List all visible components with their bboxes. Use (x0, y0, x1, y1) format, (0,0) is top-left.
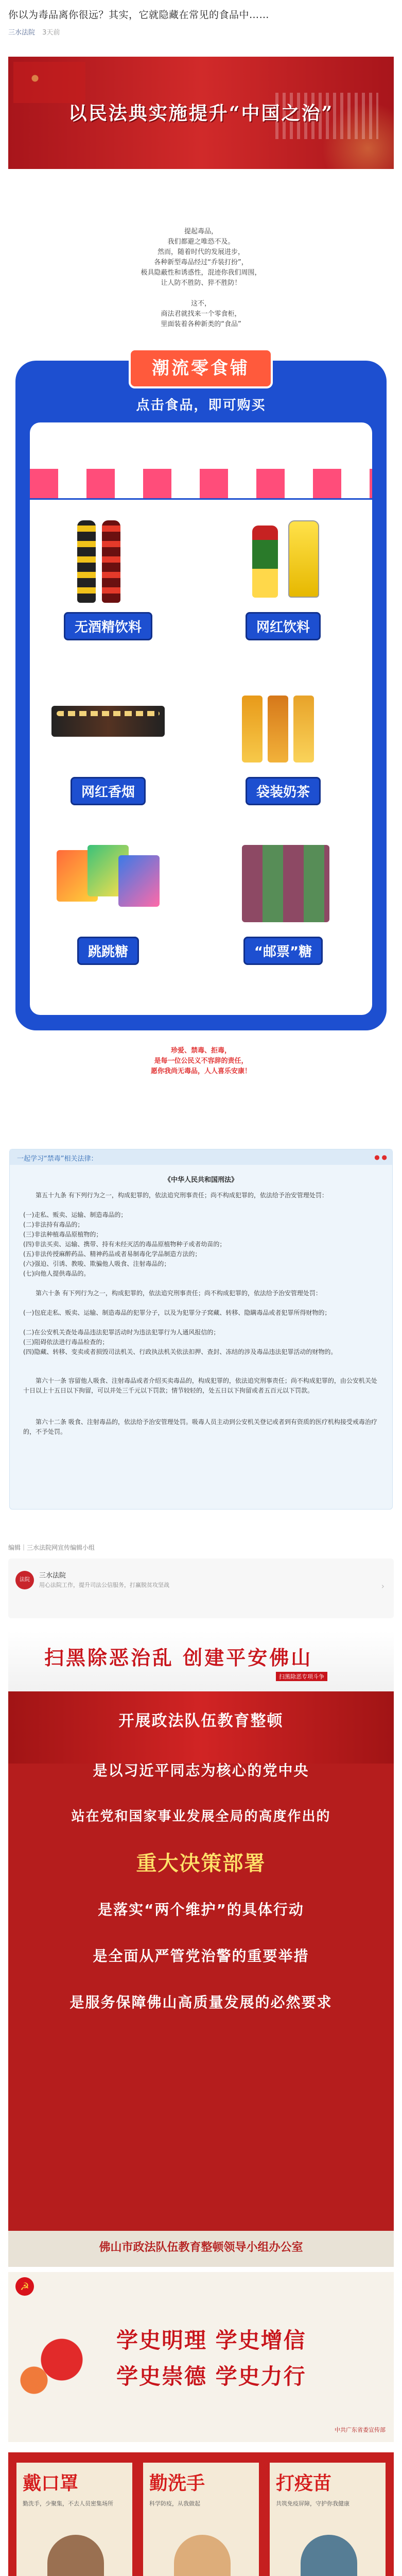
flower-decoration (15, 2308, 108, 2411)
intro-line: 然而，随着时代的发展进步， (157, 248, 244, 256)
poster-panel (16, 2463, 132, 2576)
intro-line: 我们都避之唯恐不及。 (167, 238, 235, 246)
shop-subtitle: 点击食品，即可购买 (136, 398, 266, 413)
cigarette-image (46, 680, 170, 773)
panel-title: 打疫苗 (276, 2472, 332, 2494)
intro-line: 商法君就找来一个零食柜， (161, 310, 241, 318)
law-paragraph: 第五十九条 有下列行为之一，构成犯罪的，依法追究刑事责任；尚不构成犯罪的，依法给予治安管理处罚： (36, 1192, 328, 1199)
item-label: 网红饮料 (246, 612, 321, 640)
banner-text: 以民法典实施提升“中国之治” (68, 103, 334, 124)
snack-shop-frame (15, 358, 387, 1030)
chevron-right-icon: › (381, 1581, 384, 1591)
shop-title: 潮流零食铺 (129, 348, 273, 388)
item-label: 袋装奶茶 (246, 777, 321, 805)
law-paragraph: (四)隐藏、转移、变卖或者损毁司法机关、行政执法机关依法扣押、查封、冻结的涉及毒品违法犯罪活动的财物的。 (23, 1348, 337, 1355)
panel-desc: 共筑免疫屏障，守护你我健康 (276, 2500, 349, 2507)
decoration-dots: ● ● (374, 1154, 387, 1161)
item-label: 网红香烟 (71, 777, 146, 805)
poster-slogan: 学史崇德 学史力行 (116, 2364, 306, 2389)
account-name[interactable]: 三水法院 (8, 29, 36, 37)
law-paragraph: (一)走私、贩卖、运输、制造毒品的； (23, 1211, 127, 1218)
intro-line: 提起毒品， (184, 228, 218, 235)
article-title: 你以为毒品离你很远？其实，它就隐藏在常见的食品中…… (8, 9, 270, 21)
intro-line: 这不， (190, 300, 211, 308)
milk-tea-image (221, 680, 345, 773)
party-history-poster (8, 2272, 394, 2442)
epidemic-poster (8, 2452, 394, 2576)
poster-panel (143, 2463, 259, 2576)
poster-org: 中共广东省委宣传部 (335, 2427, 386, 2433)
popping-candy-image (46, 840, 170, 933)
law-paragraph: (三)非法种植毒品原植物的； (23, 1231, 102, 1238)
poster-line: 是服务保障佛山高质量发展的必然要求 (69, 1994, 333, 2011)
drink-bottle-image (221, 515, 345, 608)
drink-bottles-image (46, 515, 170, 608)
closing-line: 是每一位公民义不容辞的责任， (154, 1057, 248, 1065)
flag-decoration (13, 62, 85, 103)
poster-line: 站在党和国家事业发展全局的高度作出的 (71, 1809, 331, 1824)
law-paragraph: 第六十条 有下列行为之一，构成犯罪的，依法追究刑事责任；尚不构成犯罪的，依法给予治安管理处罚： (36, 1290, 322, 1297)
poster-org: 佛山市政法队伍教育整顿领导小组办公室 (99, 2241, 303, 2254)
panel-desc: 科学防疫，从我做起 (149, 2500, 200, 2507)
shop-item-internet-drink[interactable] (221, 515, 345, 640)
poster-slogan: 学史明理 学史增信 (116, 2328, 306, 2353)
panel-title: 戴口罩 (23, 2472, 79, 2494)
law-paragraph: (二)在公安机关查处毒品违法犯罪活动时为违法犯罪行为人通风报信的； (23, 1329, 220, 1336)
shop-item-popping-candy[interactable] (46, 840, 170, 965)
poster-line: 是以习近平同志为核心的党中央 (93, 1762, 309, 1779)
law-header: 一起学习“禁毒”相关法律： (10, 1149, 392, 1165)
poster-highlight: 重大决策部署 (136, 1852, 266, 1875)
law-title: 《中华人民共和国刑法》 (164, 1176, 238, 1184)
shop-item-milk-tea[interactable] (221, 680, 345, 805)
law-paragraph: (四)非法买卖、运输、携带、持有未经灭活的毒品原植物种子或者幼苗的； (23, 1241, 226, 1248)
shop-awning (30, 469, 372, 500)
account-card-name: 三水法院 (39, 1572, 66, 1580)
intro-line: 极具隐蔽性和诱惑性，混迹你我们周围， (141, 269, 261, 277)
law-paragraph: 第六十一条 容留他人吸食、注射毒品或者介绍买卖毒品的，构成犯罪的，依法追究刑事责任；尚不构成犯罪的，由公安机关处十日以上十五日以下拘留，可以并处三千元以下罚款；情节较轻的，处五日以下拘留或者五百元以下罚款。 (23, 1377, 377, 1394)
law-paragraph: (五)非法传授麻醉药品、精神药品或者易制毒化学品制造方法的； (23, 1250, 201, 1258)
shop-item-internet-cigarette[interactable] (46, 680, 170, 805)
poster-line: 是全面从严管党治警的重要举措 (93, 1947, 309, 1964)
law-paragraph: (七)向他人提供毒品的。 (23, 1270, 90, 1277)
poster-top-slogan: 扫黑除恶治乱 创建平安佛山 (44, 1646, 313, 1669)
article-meta (8, 27, 60, 37)
item-label: 无酒精饮料 (64, 612, 152, 640)
stamp-candy-image (221, 840, 345, 933)
law-paragraph: (三)阻碍依法进行毒品检查的； (23, 1338, 109, 1346)
closing-line: 愿你我尚无毒品，人人喜乐安康！ (150, 1067, 251, 1075)
banner-image (8, 57, 394, 169)
law-section (9, 1149, 393, 1510)
intro-emphasis: 让人防不胜防、猝不胜防！ (161, 279, 241, 287)
poster-line: 是落实“两个维护”的具体行动 (98, 1901, 304, 1918)
law-paragraph: (二)非法持有毒品的； (23, 1221, 84, 1228)
panel-title: 勤洗手 (149, 2472, 205, 2494)
item-label: “邮票”糖 (243, 937, 323, 965)
law-paragraph: (一)包庇走私、贩卖、运输、制造毒品的犯罪分子，以及为犯罪分子窝藏、转移、隐瞒毒品或者犯罪所得财物的； (23, 1309, 331, 1316)
account-card-desc: 用心法院工作，提升司法公信服务，打赢脱贫攻坚战 (39, 1582, 169, 1588)
poster-panel (270, 2463, 386, 2576)
panel-desc: 勤洗手，少聚集，不去人员密集场所 (23, 2500, 113, 2507)
person-figure (47, 2535, 104, 2576)
shop-item-stamp-candy[interactable] (221, 840, 345, 965)
law-paragraph: (六)强迫、引诱、教唆、欺骗他人吸食、注射毒品的； (23, 1260, 170, 1267)
hands-figure (174, 2535, 231, 2576)
party-emblem-icon: ☭ (15, 2277, 34, 2296)
intro-line: 各种新型毒品经过“乔装打扮”， (154, 259, 248, 266)
editor-credit: 编辑｜三水法院网宣传编辑小组 (8, 1544, 95, 1551)
item-label: 跳跳糖 (77, 937, 139, 965)
intro-line: 里面装着各种新类的“食品” (161, 320, 241, 328)
poster-badge: 扫黑除恶专项斗争 (276, 1672, 327, 1681)
publish-time: 3天前 (42, 29, 60, 37)
shop-item-non-alcohol-drink[interactable] (46, 515, 170, 640)
closing-line: 珍爱、禁毒、拒毒， (170, 1047, 231, 1055)
account-card[interactable] (8, 1558, 394, 1618)
law-paragraph: 第六十二条 吸食、注射毒品的，依法给予治安管理处罚。吸毒人员主动到公安机关登记或者到有资质的医疗机构接受戒毒治疗的，不予处罚。 (23, 1418, 377, 1435)
education-poster (8, 1631, 394, 2267)
poster-line: 开展政法队伍教育整顿 (118, 1712, 284, 1730)
court-logo-icon: 法院 (15, 1571, 34, 1589)
doctor-figure (301, 2535, 357, 2576)
